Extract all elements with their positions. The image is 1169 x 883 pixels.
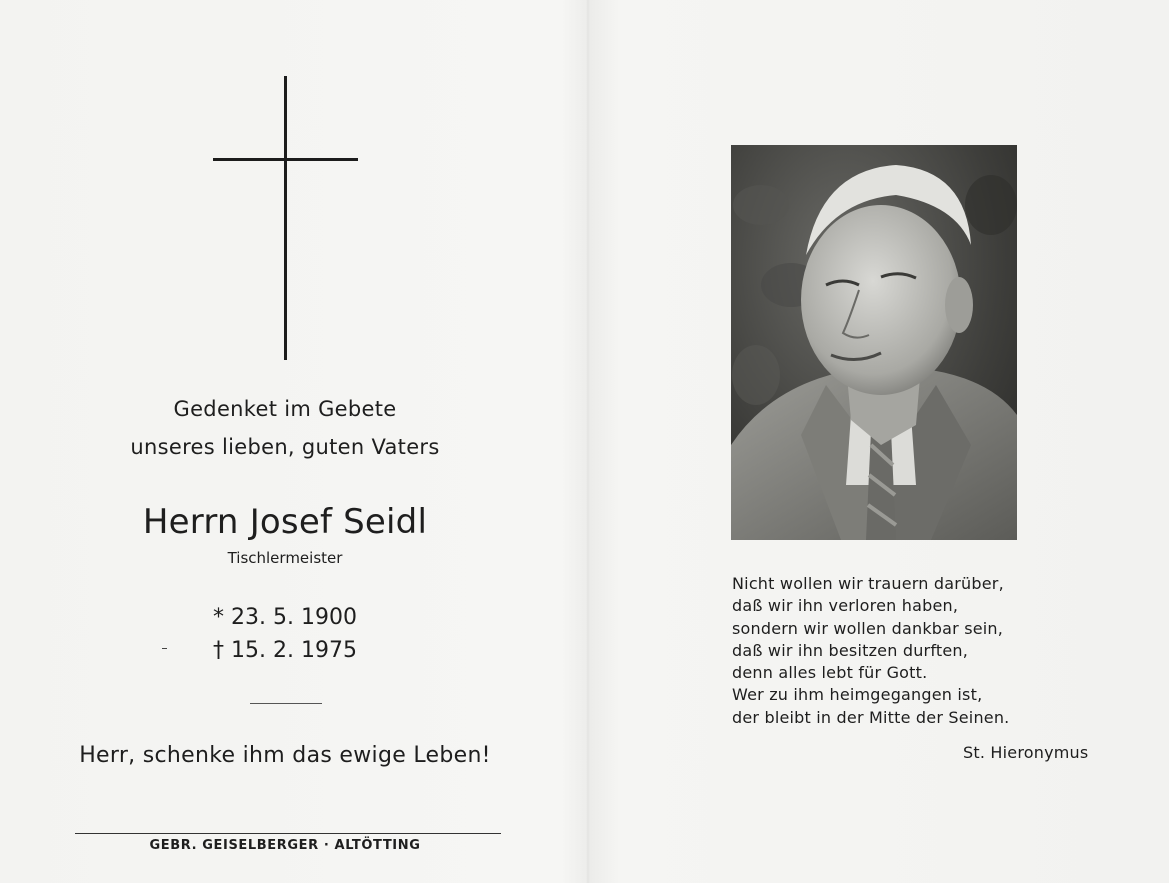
blessing: Herr, schenke ihm das ewige Leben! — [79, 743, 491, 768]
poem-line: Nicht wollen wir trauern darüber, — [732, 574, 1004, 593]
profession: Tischlermeister — [227, 549, 343, 567]
cross-icon-vertical — [284, 76, 287, 360]
poem-line: der bleibt in der Mitte der Seinen. — [732, 707, 1010, 727]
printer-divider — [75, 833, 501, 834]
portrait-photo-icon — [731, 145, 1017, 540]
card-fold — [586, 0, 590, 883]
greeting-line-1: Gedenket im Gebete — [173, 397, 397, 421]
cross-icon-horizontal — [213, 158, 358, 161]
poem — [732, 573, 1009, 729]
poem-line: Wer zu ihm heimgegangen ist, — [732, 685, 983, 705]
poem-line: daß wir ihn besitzen durften, — [732, 640, 969, 660]
birth-date: * 23. 5. 1900 — [213, 605, 357, 630]
poem-line: denn alles lebt für Gott. — [732, 663, 928, 683]
poem-line: sondern wir wollen dankbar sein, — [732, 618, 1004, 638]
poem-line: daß wir ihn verloren haben, — [732, 596, 959, 616]
greeting-line-2: unseres lieben, guten Vaters — [130, 435, 440, 459]
portrait-photo — [731, 145, 1017, 540]
death-date: † 15. 2. 1975 — [213, 638, 357, 663]
deceased-name: Herrn Josef Seidl — [142, 502, 428, 542]
divider — [250, 703, 322, 704]
poem-author: St. Hieronymus — [963, 743, 1089, 762]
printer-imprint: GEBR. GEISELBERGER · ALTÖTTING — [149, 838, 421, 853]
